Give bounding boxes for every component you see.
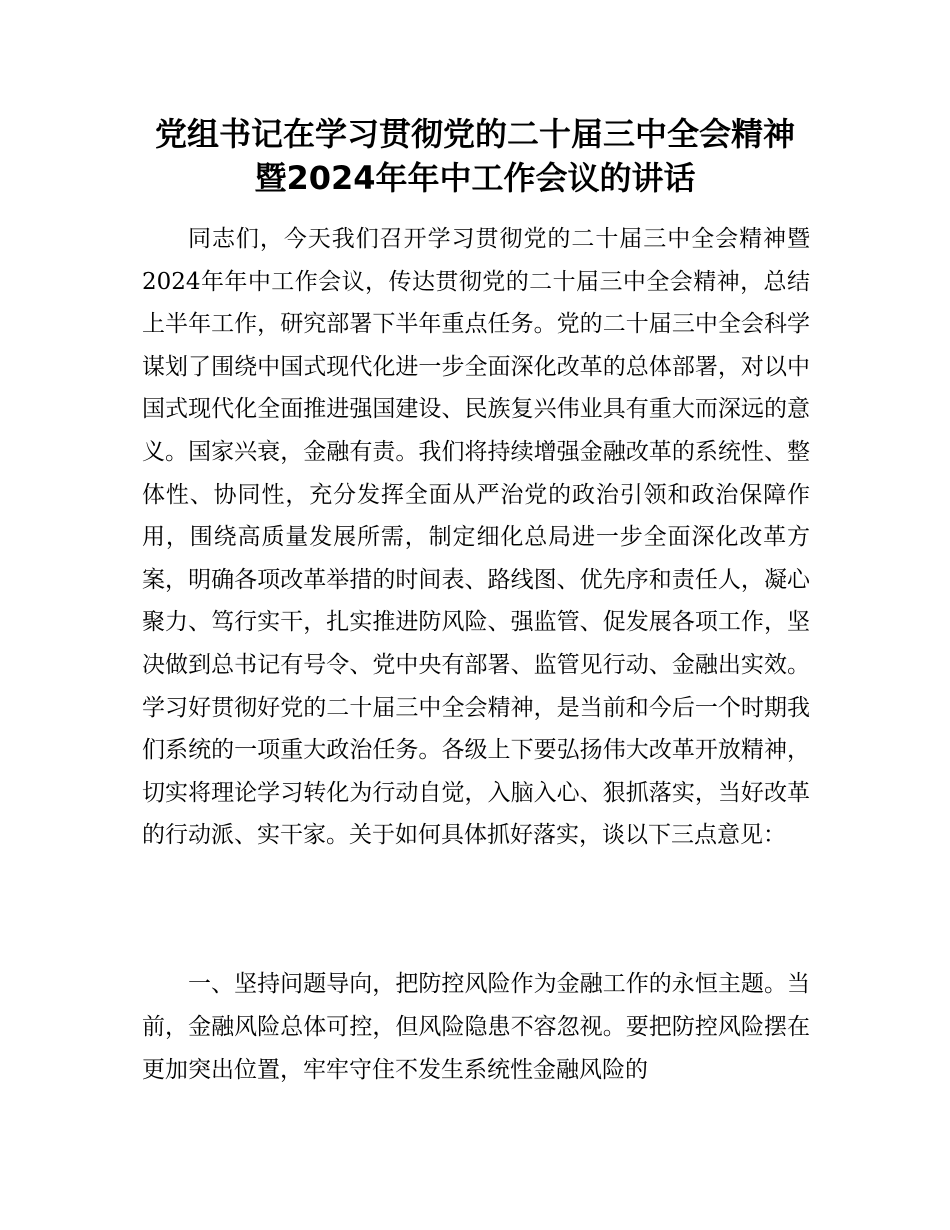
document-title-line-1: 党组书记在学习贯彻党的二十届三中全会精神	[154, 115, 795, 153]
body-paragraph-intro: 同志们，今天我们召开学习贯彻党的二十届三中全会精神暨2024年年中工作会议，传达贯彻党的二十届三中全会精神，总结上半年工作，研究部署下半年重点任务。党的二十届三中全会科学谋划了围绕中国式现代化进一步全面深化改革的总体部署，对以中国式现代化全面推进强国建设、民族复兴伟业具有重大而深远的意义。国家兴衰，金融有责。我们将持续增强金融改革的系统性、整体性、协同性，充分发挥全面从严治党的政治引领和政治保障作用，围绕高质量发展所需，制定细化总局进一步全面深化改革方案，明确各项改革举措的时间表、路线图、优先序和责任人，凝心聚力、笃行实干，扎实推进防风险、强监管、促发展各项工作，坚决做到总书记有号令、党中央有部署、监管见行动、金融出实效。学习好贯彻好党的二十届三中全会精神，是当前和今后一个时期我们系统的一项重大政治任务。各级上下要弘扬伟大改革开放精神，切实将理论学习转化为行动自觉，入脑入心、狠抓落实，当好改革的行动派、实干家。关于如何具体抓好落实，谈以下三点意见：	[142, 226, 810, 849]
body-paragraph-section-one: 一、坚持问题导向，把防控风险作为金融工作的永恒主题。当前，金融风险总体可控，但风险隐患不容忽视。要把防控风险摆在更加突出位置，牢牢守住不发生系统性金融风险的	[142, 971, 810, 1083]
document-title-line-2: 暨2024年年中工作会议的讲话	[254, 159, 696, 197]
